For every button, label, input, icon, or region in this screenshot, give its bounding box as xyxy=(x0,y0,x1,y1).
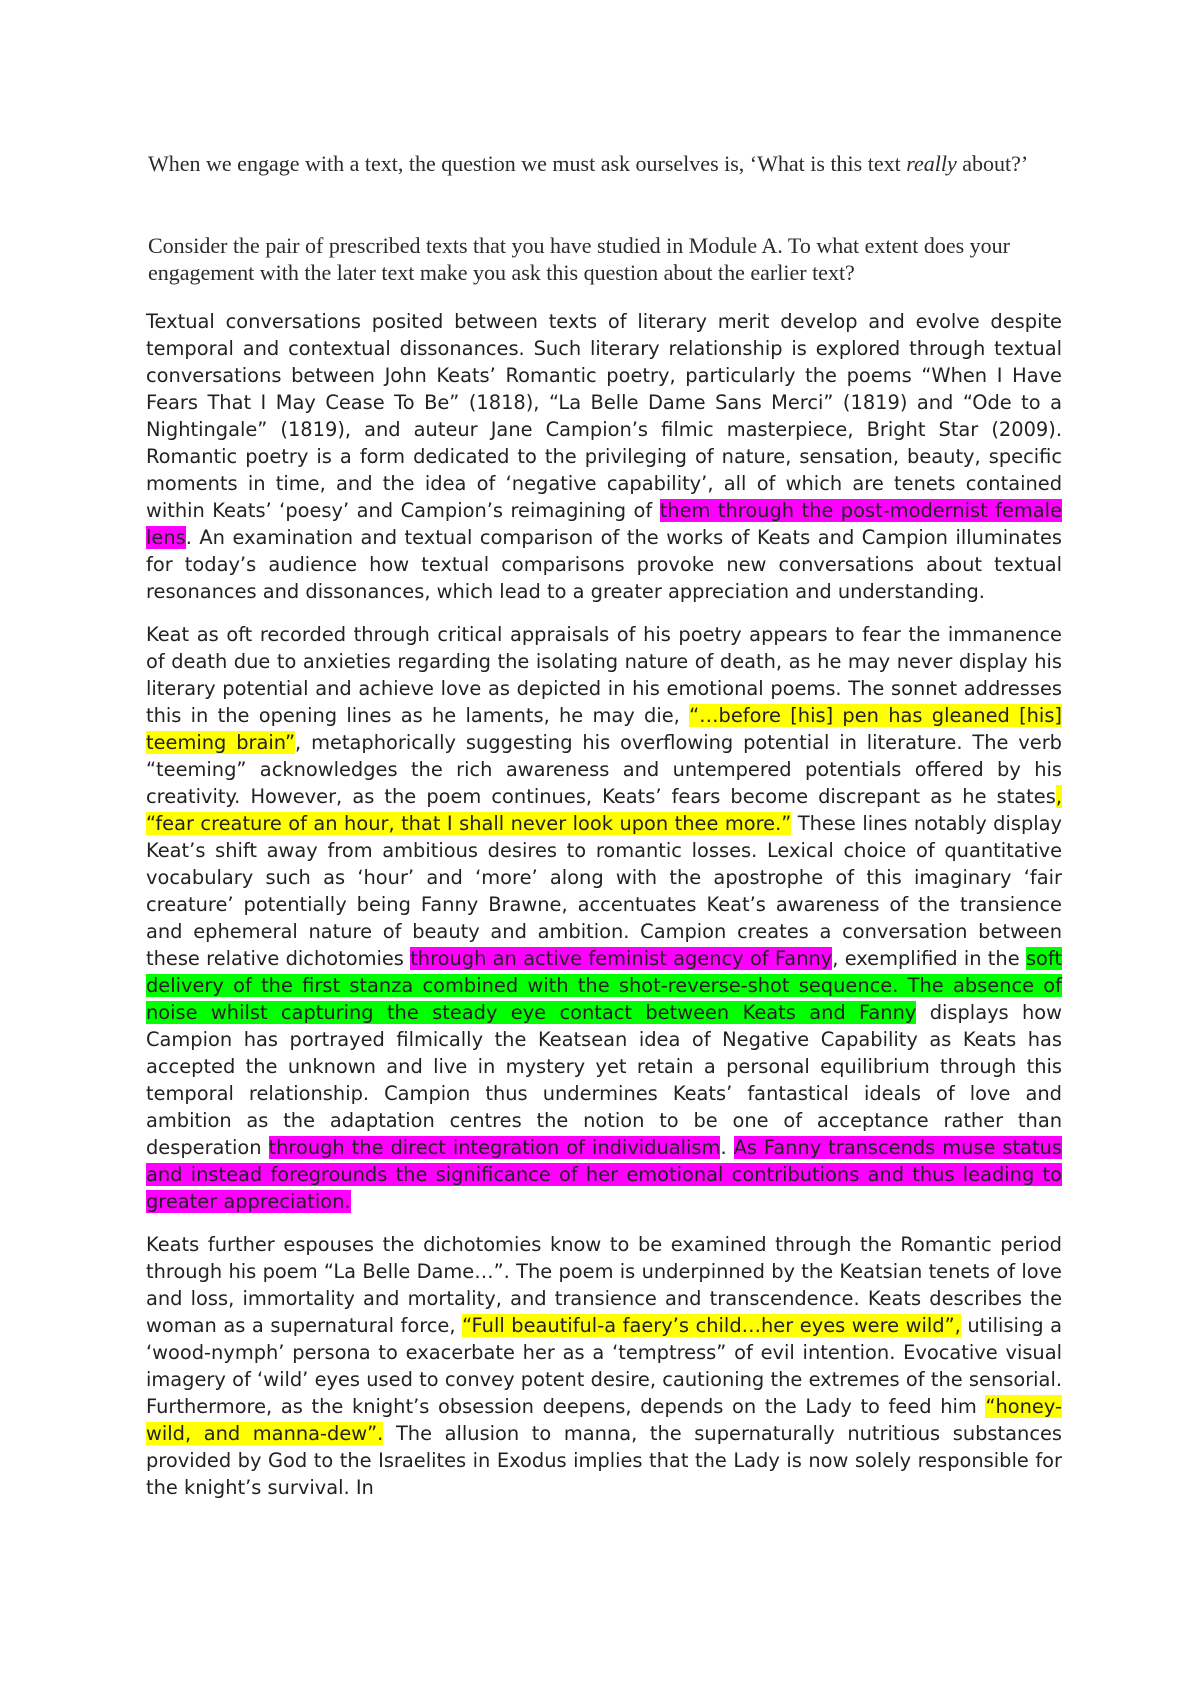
essay-question-part-1 xyxy=(148,150,1058,177)
highlight-yellow: “Full beautiful-a faery’s child…her eyes were wild”, xyxy=(462,1314,961,1337)
highlight-green: soft delivery of the first stanza combined with the shot-reverse-shot sequence. The absence of noise whilst capturing the steady eye contact between Keats and Fanny xyxy=(146,947,1062,1024)
text-run: Keat as oft recorded through critical appraisals of his poetry appears to fear the immanence of death due to anxieties regarding the isolating nature of death, as he may never display his literary potential and achieve love as depicted in his emotional poems. The sonnet addresses this in the opening lines as he laments, he may die, xyxy=(146,623,1062,727)
question-emphasis: really xyxy=(906,151,957,176)
highlight-yellow: “…before [his] pen has gleaned [his] teeming brain” xyxy=(146,704,1062,754)
essay-paragraph-3 xyxy=(146,1231,1062,1501)
text-run: , metaphorically suggesting his overflowing potential in literature. The verb “teeming” acknowledges the rich awareness and untempered potentials offered by his creativity. However, as the poem continues, Keats’ fears become discrepant as he states xyxy=(146,731,1062,808)
highlight-pink: through the direct integration of individualism xyxy=(268,1136,721,1159)
text-run: These lines notably display Keat’s shift away from ambitious desires to romantic losses. Lexical choice of quantitative vocabulary such as ‘hour’ and ‘more’ along with the apostrophe of this imaginary ‘fair creature’ potentially being Fanny Brawne, accentuates Keat’s awareness of the transience and ephemeral nature of beauty and ambition. Campion creates a conversation between these relative dichotomies xyxy=(146,812,1062,970)
text-run: utilising a ‘wood-nymph’ persona to exacerbate her as a ‘temptress” of evil intention. Evocative visual imagery of ‘wild’ eyes used to convey potent desire, cautioning the extremes of the sensorial. Furthermore, as the knight’s obsession deepens, depends on the Lady to feed him xyxy=(146,1314,1062,1418)
highlight-yellow: “honey-wild, and manna-dew”. xyxy=(146,1395,1062,1445)
question-text-end: about?’ xyxy=(956,151,1029,176)
highlight-pink: through an active feminist agency of Fanny xyxy=(410,947,833,970)
essay-paragraph-1 xyxy=(146,308,1062,605)
essay-body xyxy=(146,308,1062,1517)
essay-question-part-2: Consider the pair of prescribed texts that you have studied in Module A. To what extent does your engagement with the later text make you ask this question about the earlier text? xyxy=(148,233,1010,285)
text-run: Keats further espouses the dichotomies know to be examined through the Romantic period through his poem “La Belle Dame…”. The poem is underpinned by the Keatsian tenets of love and loss, immortality and mortality, and transience and transcendence. Keats describes the woman as a supernatural force, xyxy=(146,1233,1062,1337)
text-run: displays how Campion has portrayed filmically the Keatsean idea of Negative Capability as Keats has accepted the unknown and live in mystery yet retain a personal equilibrium through this temporal relationship. Campion thus undermines Keats’ fantastical ideals of love and ambition as the adaptation centres the notion to be one of acceptance rather than desperation xyxy=(146,1001,1063,1159)
text-run: The allusion to manna, the supernaturally nutritious substances provided by God to the Israelites in Exodus implies that the Lady is now solely responsible for the knight’s survival. In xyxy=(146,1422,1063,1499)
text-run: . An examination and textual comparison of the works of Keats and Campion illuminates for today’s audience how textual comparisons provoke new conversations about textual resonances and dissonances, which lead to a greater appreciation and understanding. xyxy=(146,526,1062,603)
highlight-pink: As Fanny transcends muse status and instead foregrounds the significance of her emotional contributions and thus leading to greater appreciation. xyxy=(146,1136,1062,1213)
highlight-yellow: , “fear creature of an hour, that I shall never look upon thee more.” xyxy=(146,785,1062,835)
highlight-pink: them through the post-modernist female lens xyxy=(146,499,1062,549)
text-run: . xyxy=(720,1136,734,1159)
text-run: Textual conversations posited between texts of literary merit develop and evolve despite temporal and contextual dissonances. Such literary relationship is explored through textual conversations between John Keats’ Romantic poetry, particularly the poems “When I Have Fears That I May Cease To Be” (1818), “La Belle Dame Sans Merci” (1819) and “Ode to a Nightingale” (1819), and auteur Jane Campion’s filmic masterpiece, Bright Star (2009). Romantic poetry is a form dedicated to the privileging of nature, sensation, beauty, specific moments in time, and the idea of ‘negative capability’, all of which are tenets contained within Keats’ ‘poesy’ and Campion’s reimagining of xyxy=(146,310,1062,522)
text-run: , exemplified in the xyxy=(832,947,1026,970)
question-text: When we engage with a text, the question we must ask ourselves is, ‘What is this text xyxy=(148,151,907,176)
essay-paragraph-2 xyxy=(146,621,1062,1215)
